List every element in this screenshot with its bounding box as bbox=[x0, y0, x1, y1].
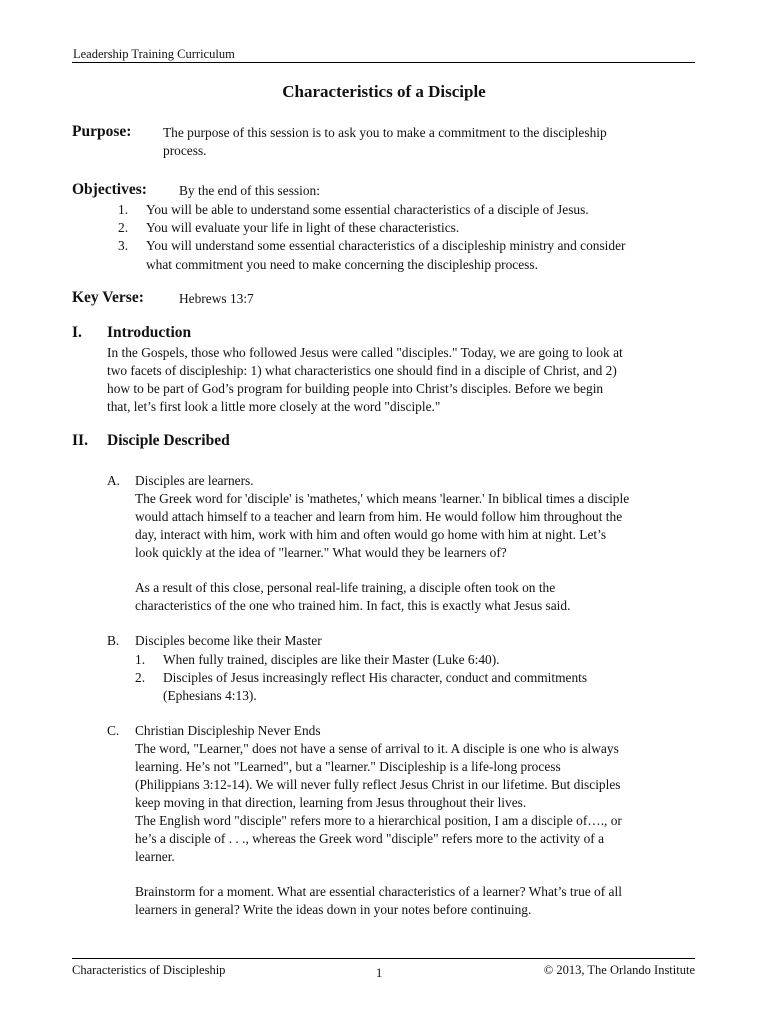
header-rule bbox=[72, 62, 695, 63]
paragraph-line: day, interact with him, work with him and often would go home with him at night. Let’s bbox=[135, 527, 607, 542]
objective-text: what commitment you need to make concerning the discipleship process. bbox=[146, 257, 538, 272]
objective-text: You will understand some essential characteristics of a discipleship ministry and consider bbox=[146, 238, 626, 253]
list-item-text: (Ephesians 4:13). bbox=[163, 688, 257, 703]
objective-number: 1. bbox=[118, 202, 129, 217]
page-number: 1 bbox=[376, 966, 383, 980]
section-title: Introduction bbox=[107, 324, 192, 341]
section-number: II. bbox=[72, 432, 88, 449]
paragraph-line: he’s a disciple of . . ., whereas the Greek word "disciple" refers more to the activity of a bbox=[135, 831, 605, 846]
list-number: 2. bbox=[135, 670, 146, 685]
footer-copyright: © 2013, The Orlando Institute bbox=[543, 963, 695, 977]
paragraph-line: The English word "disciple" refers more to a hierarchical position, I am a disciple of…., or bbox=[135, 813, 622, 828]
paragraph-line: (Philippians 3:12-14). We will never fully reflect Jesus Christ in our lifetime. But disciples bbox=[135, 777, 621, 792]
objective-number: 3. bbox=[118, 238, 129, 253]
paragraph-line: As a result of this close, personal real-life training, a disciple often took on the bbox=[135, 580, 556, 595]
running-header: Leadership Training Curriculum bbox=[73, 47, 235, 61]
subsection-heading: Disciples become like their Master bbox=[135, 633, 322, 648]
paragraph-line: Brainstorm for a moment. What are essential characteristics of a learner? What’s true of all bbox=[135, 884, 622, 899]
subsection-heading: Disciples are learners. bbox=[135, 473, 254, 488]
paragraph-line: The Greek word for 'disciple' is 'mathetes,' which means 'learner.' In biblical times a disciple bbox=[135, 491, 630, 506]
objective-text: You will be able to understand some essential characteristics of a disciple of Jesus. bbox=[146, 202, 589, 217]
list-number: 1. bbox=[135, 652, 146, 667]
subsection-letter: B. bbox=[107, 633, 120, 648]
paragraph-line: keep moving in that direction, learning from Jesus throughout their lives. bbox=[135, 795, 527, 810]
paragraph-line: how to be part of God’s program for building people into Christ’s disciples. Before we begin bbox=[107, 381, 604, 396]
footer-rule bbox=[72, 958, 695, 959]
page-title: Characteristics of a Disciple bbox=[282, 82, 486, 101]
paragraph-line: learners in general? Write the ideas down in your notes before continuing. bbox=[135, 902, 532, 917]
list-item-text: When fully trained, disciples are like their Master (Luke 6:40). bbox=[163, 652, 500, 667]
paragraph-line: learner. bbox=[135, 849, 175, 864]
paragraph-line: look quickly at the idea of "learner." What would they be learners of? bbox=[135, 545, 507, 560]
subsection-letter: C. bbox=[107, 723, 120, 738]
paragraph-line: that, let’s first look a little more closely at the word "disciple." bbox=[107, 399, 441, 414]
footer-left: Characteristics of Discipleship bbox=[72, 963, 226, 977]
section-title: Disciple Described bbox=[107, 432, 230, 449]
section-number: I. bbox=[72, 324, 82, 341]
paragraph-line: two facets of discipleship: 1) what characteristics one should find in a disciple of Christ, and 2) bbox=[107, 363, 617, 378]
purpose-label: Purpose: bbox=[72, 123, 132, 140]
key-verse-value: Hebrews 13:7 bbox=[179, 291, 254, 306]
objective-text: You will evaluate your life in light of these characteristics. bbox=[146, 220, 460, 235]
objective-number: 2. bbox=[118, 220, 129, 235]
purpose-line: process. bbox=[163, 143, 207, 158]
paragraph-line: The word, "Learner," does not have a sense of arrival to it. A disciple is one who is always bbox=[135, 741, 619, 756]
subsection-heading: Christian Discipleship Never Ends bbox=[135, 723, 321, 738]
objectives-intro: By the end of this session: bbox=[179, 183, 320, 198]
key-verse-label: Key Verse: bbox=[72, 289, 144, 306]
list-item-text: Disciples of Jesus increasingly reflect His character, conduct and commitments bbox=[163, 670, 588, 685]
paragraph-line: characteristics of the one who trained him. In fact, this is exactly what Jesus said. bbox=[135, 598, 571, 613]
paragraph-line: would attach himself to a teacher and learn from him. He would follow him throughout the bbox=[135, 509, 623, 524]
purpose-line: The purpose of this session is to ask you to make a commitment to the discipleship bbox=[163, 125, 607, 140]
objectives-label: Objectives: bbox=[72, 181, 147, 198]
paragraph-line: learning. He’s not "Learned", but a "learner." Discipleship is a life-long process bbox=[135, 759, 561, 774]
subsection-letter: A. bbox=[107, 473, 121, 488]
paragraph-line: In the Gospels, those who followed Jesus were called "disciples." Today, we are going to look at bbox=[107, 345, 623, 360]
